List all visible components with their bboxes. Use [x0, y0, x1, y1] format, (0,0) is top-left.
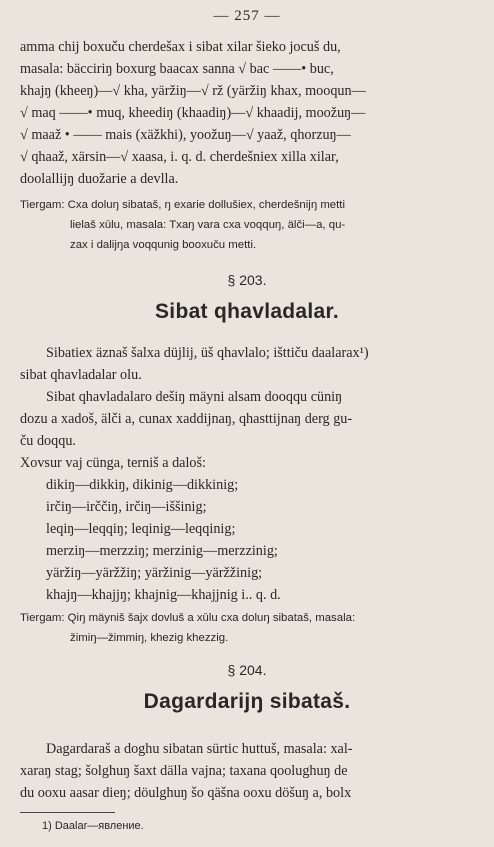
intro-line: √ qhaaž, xärsin—√ xaasa, i. q. d. cherdešniex xilla xilar,	[20, 149, 339, 165]
body-line: xaraŋ stag; šolghuŋ šaxt dälla vajna; taxana qoolughuŋ de	[20, 763, 348, 779]
intro-line: √ maq ——• muq, kheediŋ (khaadiŋ)—√ khaadij, moožuŋ—	[20, 105, 366, 121]
body-line: du ooxu aasar dieŋ; döulghuŋ šo qäšna ooxu döšuŋ a, bolx	[20, 785, 352, 801]
example-line: leqiŋ—leqqiŋ; leqinig—leqqinig;	[46, 521, 236, 537]
example-line: irčiŋ—irččiŋ, irčiŋ—iššinig;	[46, 499, 207, 515]
page-number: — 257 —	[213, 8, 281, 24]
example-line: khajŋ—khajjŋ; khajnig—khajjnig i.. q. d.	[46, 587, 281, 603]
example-line: dikiŋ—dikkiŋ, dikinig—dikkinig;	[46, 477, 239, 493]
intro-line: masala: bäcciriŋ boxurg baacax sanna √ bac ——• buc,	[20, 61, 334, 77]
body-line: Sibatiex äznaš šalxa düjlij, üš qhavlalo; išttiču daalarax¹)	[46, 345, 369, 361]
section-heading: Sibat qhavladalar.	[155, 300, 339, 323]
footnote: 1) Daalar—явление.	[42, 820, 144, 832]
footnote-divider	[20, 812, 115, 813]
body-line: Dagardaraš a doghu sibatan sürtic huttuš, masala: xal-	[46, 741, 353, 757]
tiergam-note-line: zax i dalijŋa voqqunig booxuču metti.	[70, 239, 257, 251]
tiergam-note-line: žimiŋ—žimmiŋ, khezig khezzig.	[70, 632, 229, 644]
intro-line: doolallijŋ duožarie a devlla.	[20, 171, 179, 187]
intro-line: amma chij boxuču cherdešax i sibat xilar šieko jocuš du,	[20, 39, 341, 55]
intro-line: √ maaž • —— mais (xäžkhi), yoožuŋ—√ yaaž, qhorzuŋ—	[20, 127, 351, 143]
section-number: § 204.	[227, 662, 267, 678]
tiergam-note-line: Tiergam: Cxa doluŋ sibataš, ŋ exarie dollušieх, cherdešnijŋ metti	[20, 199, 345, 211]
body-line: ču doqqu.	[20, 433, 76, 449]
section-heading: Dagardarijŋ sibataš.	[143, 690, 351, 713]
tiergam-note-line: lielaš xūlu, masala: Txaŋ vara cxa voqquŋ, älči—a, qu-	[70, 219, 346, 231]
intro-line: khajŋ (kheeŋ)—√ kha, yäržiŋ—√ rž (yäržiŋ khax, mooqun—	[20, 83, 366, 99]
body-line: sibat qhavladalar olu.	[20, 367, 142, 383]
example-line: merziŋ—merzziŋ; merzinig—merzzinig;	[46, 543, 278, 559]
section-number: § 203.	[227, 272, 267, 288]
body-line: dozu a xadoš, älči a, cunax xaddijnaŋ, qhasttijnaŋ derg gu-	[20, 411, 353, 427]
tiergam-note-line: Tiergam: Qiŋ mäyniš šajx dovluš a xūlu cxa doluŋ sibataš, masala:	[20, 612, 356, 624]
body-line: Xovsur vaj cünga, terniš a daloš:	[20, 455, 206, 471]
body-line: Sibat qhavladalaro dešiŋ mäyni alsam dooqqu cüniŋ	[46, 389, 343, 405]
example-line: yäržiŋ—yäržžiŋ; yäržinig—yäržžinig;	[46, 565, 263, 581]
